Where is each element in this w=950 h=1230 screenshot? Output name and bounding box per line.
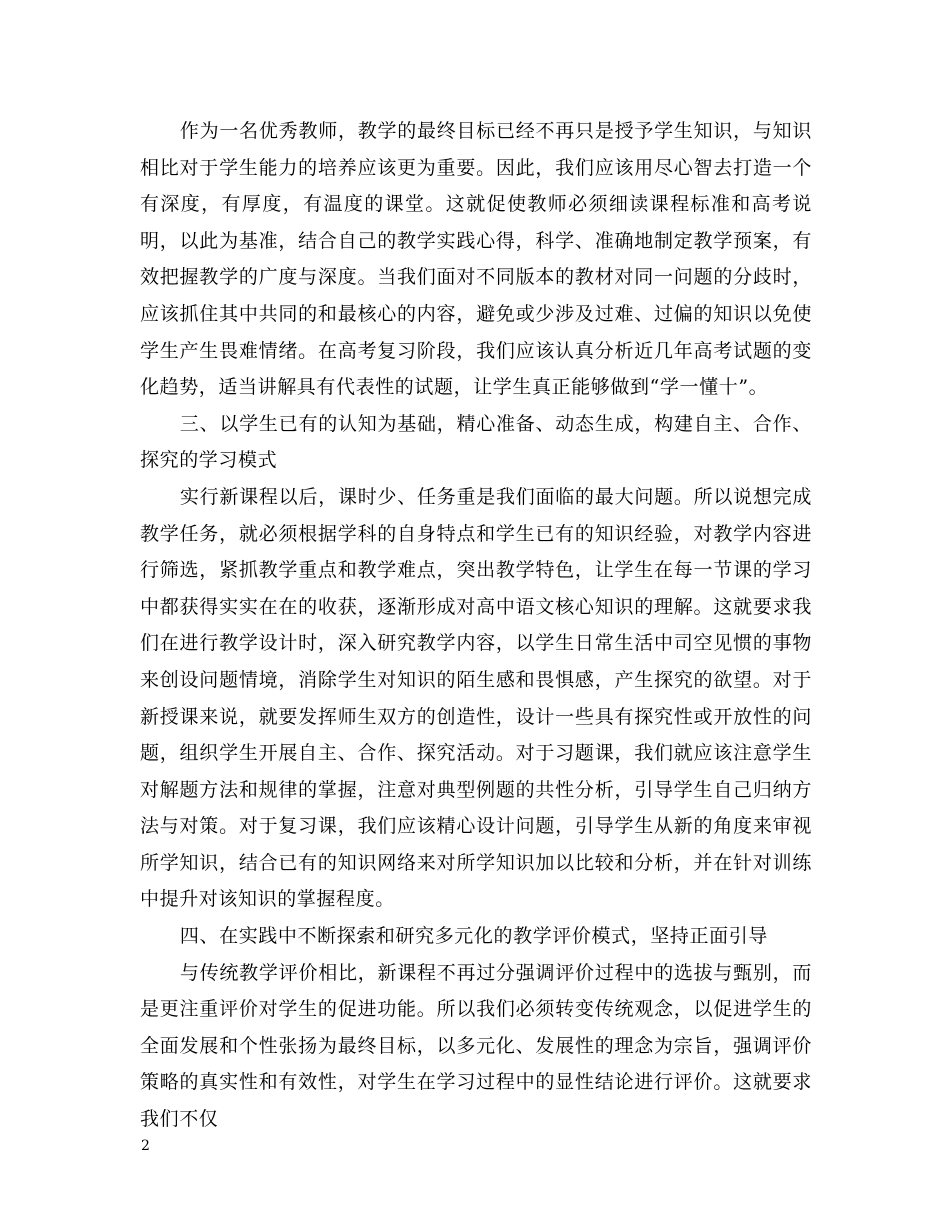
section-heading-3: 三、以学生已有的认知为基础，精心准备、动态生成，构建自主、合作、探究的学习模式 bbox=[140, 412, 812, 472]
body-paragraph: 实行新课程以后，课时少、任务重是我们面临的最大问题。所以说想完成教学任务，就必须根据学科的自身特点和学生已有的知识经验，对教学内容进行筛选，紧抓教学重点和教学难点，突出教学特色，让学生在每一节课的学习中都获得实实在在的收获，逐渐形成对高中语文核心知识的理解。这就要求我们在进行教学设计时，深入研究教学内容，以学生日常生活中司空见惯的事物来创设问题情境，消除学生对知识的陌生感和畏惧感，产生探究的欲望。对于新授课来说，就要发挥师生双方的创造性，设计一些具有探究性或开放性的问题，组织学生开展自主、合作、探究活动。对于习题课，我们就应该注意学生对解题方法和规律的掌握，注意对典型例题的共性分析，引导学生自己归纳方法与对策。对于复习课，我们应该精心设计问题，引导学生从新的角度来审视所学知识，结合已有的知识网络来对所学知识加以比较和分析，并在针对训练中提升对该知识的掌握程度。 bbox=[140, 485, 812, 911]
document-body bbox=[140, 113, 812, 1138]
body-paragraph: 与传统教学评价相比，新课程不再过分强调评价过程中的选拔与甄别，而是更注重评价对学生的促进功能。所以我们必须转变传统观念，以促进学生的全面发展和个性张扬为最终目标，以多元化、发展性的理念为宗旨，强调评价策略的真实性和有效性，对学生在学习过程中的显性结论进行评价。这就要求我们不仅 bbox=[140, 961, 812, 1131]
body-paragraph: 作为一名优秀教师，教学的最终目标已经不再只是授予学生知识，与知识相比对于学生能力的培养应该更为重要。因此，我们应该用尽心智去打造一个有深度，有厚度，有温度的课堂。这就促使教师必须细读课程标准和高考说明，以此为基准，结合自己的教学实践心得，科学、准确地制定教学预案，有效把握教学的广度与深度。当我们面对不同版本的教材对同一问题的分歧时，应该抓住其中共同的和最核心的内容，避免或少涉及过难、过偏的知识以免使学生产生畏难情绪。在高考复习阶段，我们应该认真分析近几年高考试题的变化趋势，适当讲解具有代表性的试题，让学生真正能够做到“学一懂十”。 bbox=[140, 120, 812, 399]
page-number: 2 bbox=[141, 1138, 150, 1154]
section-heading-4: 四、在实践中不断探索和研究多元化的教学评价模式，坚持正面引导 bbox=[179, 925, 768, 948]
